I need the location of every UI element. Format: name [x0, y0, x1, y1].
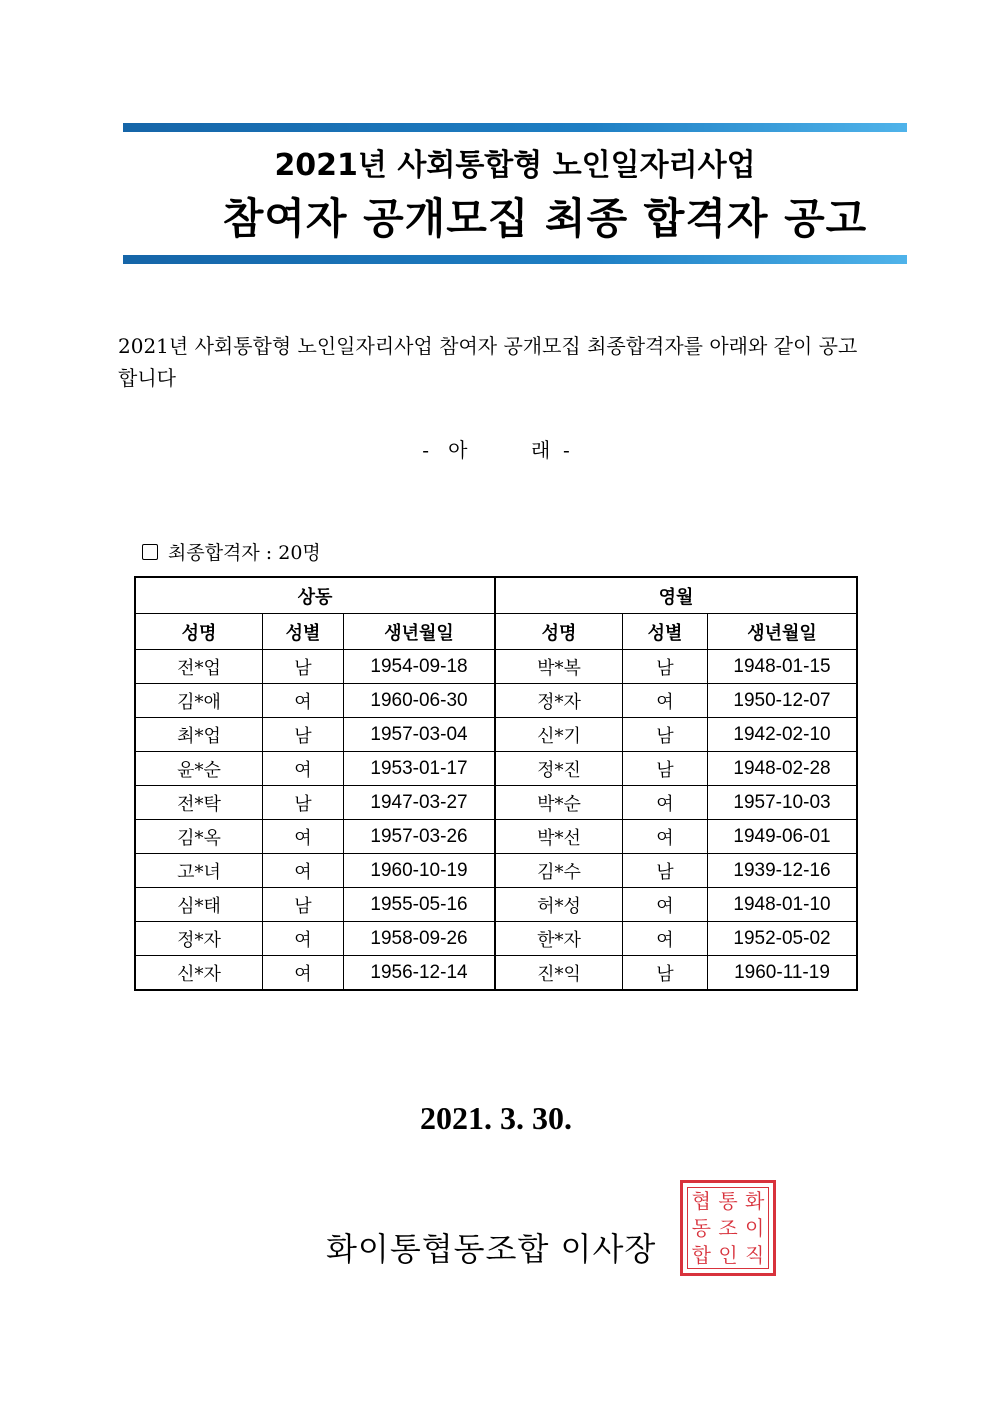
table-cell-gender: 여 — [263, 854, 344, 888]
table-cell-gender: 여 — [263, 684, 344, 718]
seal-character: 화 — [744, 1189, 765, 1214]
table-cell-name: 정*자 — [135, 922, 263, 956]
table-cell-name: 김*애 — [135, 684, 263, 718]
table-row — [135, 854, 857, 888]
table-cell-name: 심*태 — [135, 888, 263, 922]
seal-character: 이 — [744, 1215, 765, 1240]
table-cell-name: 최*업 — [135, 718, 263, 752]
table-cell-birthdate: 1953-01-17 — [344, 752, 496, 786]
table-cell-name: 신*자 — [135, 956, 263, 991]
table-cell-gender: 남 — [623, 718, 708, 752]
table-cell-gender: 남 — [623, 854, 708, 888]
summary-line — [142, 538, 321, 565]
table-cell-gender: 남 — [263, 718, 344, 752]
table-cell-name: 전*업 — [135, 650, 263, 684]
table-cell-birthdate: 1954-09-18 — [344, 650, 496, 684]
table-cell-birthdate: 1960-06-30 — [344, 684, 496, 718]
column-header: 성별 — [263, 614, 344, 650]
seal-character: 인 — [718, 1242, 738, 1267]
table-cell-name: 박*선 — [495, 820, 623, 854]
table-cell-birthdate: 1948-01-15 — [708, 650, 858, 684]
table-group-header — [135, 577, 857, 614]
table-row — [135, 752, 857, 786]
table-cell-gender: 여 — [623, 820, 708, 854]
table-row — [135, 718, 857, 752]
table-cell-name: 박*순 — [495, 786, 623, 820]
table-row — [135, 650, 857, 684]
table-cell-gender: 남 — [263, 888, 344, 922]
applicants-table — [134, 576, 858, 991]
table-cell-birthdate: 1957-10-03 — [708, 786, 858, 820]
column-header: 성별 — [623, 614, 708, 650]
table-cell-gender: 남 — [263, 786, 344, 820]
table-cell-birthdate: 1958-09-26 — [344, 922, 496, 956]
table-cell-birthdate: 1960-11-19 — [708, 956, 858, 991]
table-cell-gender: 남 — [623, 752, 708, 786]
table-cell-birthdate: 1942-02-10 — [708, 718, 858, 752]
table-cell-gender: 남 — [623, 956, 708, 991]
column-header: 성명 — [495, 614, 623, 650]
table-column-header — [135, 614, 857, 650]
table-cell-birthdate: 1956-12-14 — [344, 956, 496, 991]
table-cell-birthdate: 1947-03-27 — [344, 786, 496, 820]
table-cell-gender: 여 — [623, 786, 708, 820]
table-cell-birthdate: 1960-10-19 — [344, 854, 496, 888]
seal-character: 협 — [691, 1189, 711, 1214]
table-cell-birthdate: 1948-01-10 — [708, 888, 858, 922]
table-cell-gender: 여 — [263, 956, 344, 991]
table-row — [135, 786, 857, 820]
table-cell-name: 김*수 — [495, 854, 623, 888]
header-bottom-bar — [123, 255, 907, 264]
table-cell-gender: 남 — [263, 650, 344, 684]
checkbox-icon — [142, 544, 158, 560]
column-header: 성명 — [135, 614, 263, 650]
table-cell-birthdate: 1955-05-16 — [344, 888, 496, 922]
table-cell-name: 한*자 — [495, 922, 623, 956]
column-header: 생년월일 — [344, 614, 496, 650]
table-cell-name: 허*성 — [495, 888, 623, 922]
table-cell-birthdate: 1950-12-07 — [708, 684, 858, 718]
table-cell-name: 정*진 — [495, 752, 623, 786]
table-cell-name: 박*복 — [495, 650, 623, 684]
table-cell-birthdate: 1948-02-28 — [708, 752, 858, 786]
page-title-line2: 참여자 공개모집 최종 합격자 공고 — [222, 194, 868, 243]
table-row — [135, 888, 857, 922]
table-row — [135, 922, 857, 956]
table-cell-name: 신*기 — [495, 718, 623, 752]
table-cell-birthdate: 1957-03-04 — [344, 718, 496, 752]
table-cell-gender: 여 — [263, 820, 344, 854]
table-row — [135, 684, 857, 718]
intro-paragraph: 2021년 사회통합형 노인일자리사업 참여자 공개모집 최종합격자를 아래와 같이 공고 합니다 — [118, 334, 858, 390]
summary-text: 최종합격자 : 20명 — [168, 542, 321, 564]
table-cell-gender: 남 — [623, 650, 708, 684]
seal-character: 조 — [718, 1215, 738, 1240]
table-cell-gender: 여 — [623, 888, 708, 922]
table-cell-gender: 여 — [623, 922, 708, 956]
table-cell-name: 김*옥 — [135, 820, 263, 854]
table-cell-birthdate: 1952-05-02 — [708, 922, 858, 956]
group-header-sangdong: 상동 — [135, 577, 495, 614]
page-title-line1: 2021년 사회통합형 노인일자리사업 — [274, 148, 756, 183]
table-cell-birthdate: 1957-03-26 — [344, 820, 496, 854]
table-cell-name: 정*자 — [495, 684, 623, 718]
seal-character: 통 — [718, 1189, 738, 1214]
column-header: 생년월일 — [708, 614, 858, 650]
header-top-bar — [123, 123, 907, 132]
table-cell-gender: 여 — [263, 922, 344, 956]
table-cell-name: 윤*순 — [135, 752, 263, 786]
table-cell-birthdate: 1939-12-16 — [708, 854, 858, 888]
table-cell-gender: 여 — [623, 684, 708, 718]
table-cell-gender: 여 — [263, 752, 344, 786]
table-row — [135, 956, 857, 991]
section-heading: - 아 래 - — [422, 438, 570, 462]
seal-character: 합 — [691, 1242, 711, 1267]
signer-name: 화이통협동조합 이사장 — [326, 1230, 657, 1268]
group-header-yeongwol: 영월 — [495, 577, 857, 614]
table-row — [135, 820, 857, 854]
official-seal-stamp — [680, 1180, 776, 1276]
table-cell-birthdate: 1949-06-01 — [708, 820, 858, 854]
seal-character: 직 — [744, 1242, 765, 1267]
table-cell-name: 전*탁 — [135, 786, 263, 820]
seal-inner — [687, 1187, 769, 1269]
table-cell-name: 고*녀 — [135, 854, 263, 888]
notice-date: 2021. 3. 30. — [420, 1100, 572, 1136]
table-cell-name: 진*익 — [495, 956, 623, 991]
seal-character: 동 — [691, 1215, 711, 1240]
